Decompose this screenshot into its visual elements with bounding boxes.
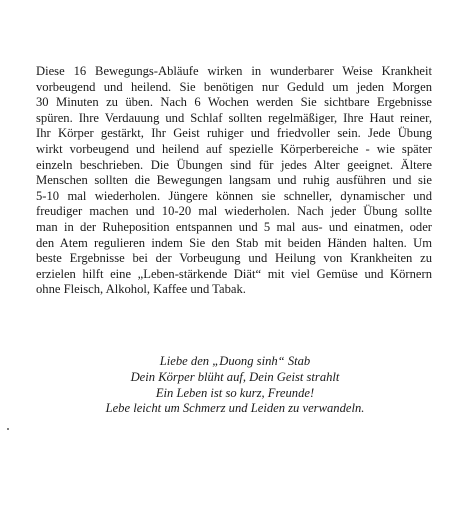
body-line: wirkt vorbeugend und heilend auf spezielle Körperbereiche - wie später (36, 141, 432, 156)
poem-line: Lebe leicht um Schmerz und Leiden zu verwandeln. (105, 401, 365, 416)
body-line: erzielen hilft eine „Leben-stärkende Diät“ mit viel Gemüse und Körnern (36, 266, 432, 281)
body-line: ohne Fleisch, Alkohol, Kaffee und Tabak. (36, 282, 246, 297)
body-line: den Atem regulieren indem Sie den Stab mit beiden Händen halten. Um (36, 235, 432, 250)
body-line: man in der Ruheposition entspannen und 5 mal aus- und einatmen, oder (36, 219, 432, 234)
body-line: vorbeugend und heilend. Sie benötigen nur Geduld um jeden Morgen (36, 79, 432, 94)
body-line: Menschen sollten die Bewegungen langsam und ruhig ausführen und sie (36, 173, 432, 188)
body-line: beste Ergebnisse bei der Vorbeugung und Heilung von Krankheiten zu (36, 251, 432, 266)
body-line: 30 Minuten zu üben. Nach 6 Wochen werden Sie sichtbare Ergebnisse (36, 95, 432, 110)
body-line: Ihr Körper gestärkt, Ihr Geist ruhiger und friedvoller sein. Jede Übung (36, 126, 432, 141)
poem-line: Dein Körper blüht auf, Dein Geist strahlt (130, 369, 340, 384)
body-line: spüren. Ihre Verdauung und Schlaf sollten regelmäßiger, Ihre Haut reiner, (36, 110, 432, 125)
poem-stanza (70, 354, 400, 417)
body-line: freudiger machen und 10-20 mal wiederholen. Nach jeder Übung sollte (36, 204, 432, 219)
body-line: 5-10 mal wiederholen. Jüngere können sie schneller, dynamischer und (36, 188, 432, 203)
body-line: Diese 16 Bewegungs-Abläufe wirken in wunderbarer Weise Krankheit (36, 64, 432, 78)
body-line: einzeln beschrieben. Die Übungen sind für jedes Alter geeignet. Ältere (36, 157, 432, 172)
body-paragraph (36, 64, 432, 298)
scan-speck (7, 428, 9, 430)
poem-line: Ein Leben ist so kurz, Freunde! (155, 385, 315, 400)
poem-line: Liebe den „Duong sinh“ Stab (159, 354, 311, 368)
